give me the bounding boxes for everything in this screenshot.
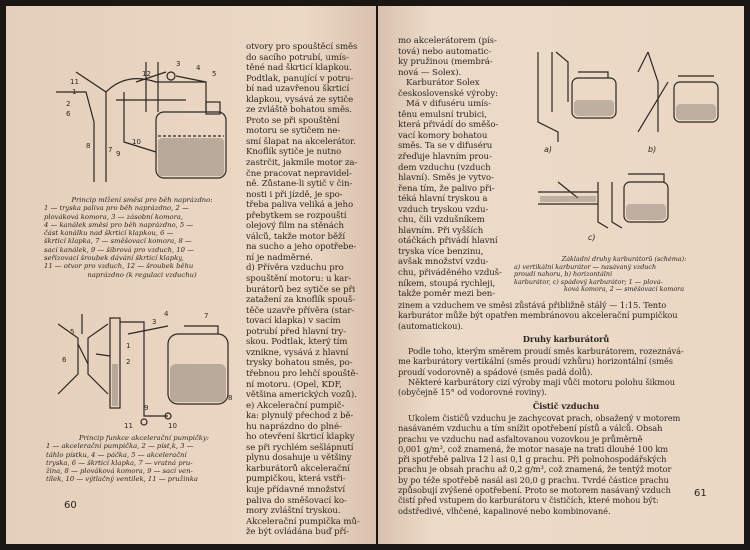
text-line: nová — Solex).	[398, 67, 462, 78]
text-line: níkem, stoupá rychleji,	[398, 278, 496, 289]
caption-line: škrticí klapka, 7 — směšovací komora, 8 —	[44, 237, 192, 246]
fig2-label-1: 1	[126, 342, 131, 350]
text-line: třeba paliva veliká a jeho	[246, 200, 354, 211]
text-line: která přivádí do směšo-	[398, 120, 499, 131]
book-spread	[6, 6, 744, 544]
text-line: karburátor může být opatřen membránovou akcelerační pumpičkou	[398, 310, 678, 321]
text-line: ho otevření škrticí klapky	[246, 432, 355, 443]
text-line: spouštění motoru: u kar-	[246, 274, 352, 285]
text-line: potrubí před hlavní try-	[246, 326, 346, 337]
fig-label-b: b)	[648, 145, 657, 154]
caption-line: naprázdno (k regulaci vzduchu)	[87, 270, 197, 279]
text-line: proudí vodorovně) a spádové (směs padá dolů).	[398, 366, 593, 377]
text-line: Některé karburátory cizí výroby mají vůči motoru polohu šikmou	[408, 377, 676, 388]
text-line: motoru se sytičem ne-	[246, 126, 341, 137]
text-line: způsobují zvýšené opotřebení. Proto se motorem nasávaný vzduch	[398, 485, 671, 496]
text-line: bí nad uzavřenou škrticí	[246, 84, 350, 95]
left-page	[6, 6, 376, 544]
text-line: nasávaném vzduchu a tím snížit opotřebení pístů a válců. Obsah	[398, 423, 663, 434]
text-line: trysky bohatou směs, po-	[246, 358, 353, 369]
text-line: (automatickou).	[398, 320, 464, 331]
caption-line: táhlo pístku, 4 — páčka, 5 — akcelerační	[46, 450, 187, 459]
text-line: e) Akcelerační pumpič-	[246, 400, 345, 411]
fig2-label-2: 2	[126, 358, 131, 366]
caption-line: karburátor, c) spádový karburátor; 1 — plová-	[514, 278, 663, 286]
caption-line: 11 — otvor pro vzduch, 12 — šroubek běhu	[44, 262, 194, 271]
text-line: otáčkách přivádí hlavní	[398, 236, 498, 247]
text-line: Má v difuséru umís-	[406, 99, 491, 110]
fig1-label-8: 8	[86, 142, 91, 150]
text-line: dem vzduchu (vzduch	[398, 162, 491, 173]
text-line: většina amerických vozů).	[246, 390, 357, 401]
text-line: chu, přiváděného vzduš-	[398, 268, 502, 279]
text-line: by po téže spotřebě nasál asi 20,0 g prachu. Tvrdé částice prachu	[398, 474, 669, 485]
text-line: Podle toho, kterým směrem proudí směs karburátorem, rozeznává-	[408, 346, 684, 357]
text-line: avšak množství vzdu-	[398, 257, 489, 268]
text-line: čistí před vstupem do karburátoru v čističích, které mohou být:	[398, 495, 659, 506]
fig1-label-4: 4	[196, 64, 201, 72]
caption-line: 4 — kanálek směsi pro běh naprázdno, 5 —	[44, 220, 194, 229]
text-line: Proto se při spouštění	[246, 115, 340, 126]
caption-line: tryska, 6 — škrticí klapka, 7 — vratná pru-	[46, 458, 193, 467]
figure2-caption	[46, 434, 242, 484]
text-line: tovací klapka) v sacím	[246, 316, 341, 327]
text-line: 0,001 g/m³, což znamená, že motor nasaje na trati dlouhé 100 km	[398, 443, 669, 454]
left-page-number: 60	[64, 500, 77, 511]
fig1-label-7: 7	[108, 146, 113, 154]
figure-accelerator-pump	[48, 304, 238, 430]
fig2-label-9: 9	[144, 404, 149, 412]
right-narrow-column	[398, 36, 524, 300]
text-line: nosti i při jízdě, je spo-	[246, 189, 343, 200]
caption-line: Princip mlžení směsi pro běh naprázdno:	[71, 196, 213, 204]
text-line: zastrčit, jakmile motor za-	[246, 158, 358, 169]
text-line: otvory pro spouštěcí směs	[246, 42, 358, 52]
text-line: me karburátory vertikální (směs proudí vzhůru) horizontální (směs	[398, 356, 673, 367]
text-line: vzduch tryskou vzdu-	[398, 204, 489, 215]
figure-carburetor-types	[528, 42, 734, 252]
fig2-label-3: 3	[152, 318, 157, 326]
text-line: ní je nadměrné.	[246, 252, 313, 263]
text-line: hlavním. Při vyšších	[398, 225, 484, 236]
text-line: ky pružinou (membrá-	[398, 57, 493, 68]
text-line: kuje přídavné množství	[246, 484, 346, 495]
right-full-text	[398, 300, 734, 516]
text-line: paliva do směšovací ko-	[246, 495, 347, 506]
text-line: československé výroby:	[398, 88, 498, 99]
text-line: ní motoru. (Opel, KDF,	[246, 379, 342, 390]
left-column-text	[246, 42, 370, 538]
text-line: tová) nebo automatic-	[398, 46, 492, 57]
text-line: čne pracovat nepravidel-	[246, 168, 352, 179]
fig2-label-11: 11	[124, 422, 133, 430]
fig1-label-3: 3	[176, 60, 181, 68]
fig1-label-6: 6	[66, 110, 71, 118]
text-line: hu naprázdno do plné-	[246, 421, 342, 432]
fig-label-a: a)	[544, 145, 553, 154]
figure1-caption	[44, 196, 240, 279]
text-line: plynu dosahuje u většiny	[246, 453, 352, 464]
caption-line: plováková komora, 3 — zásobní komora,	[44, 212, 184, 221]
text-line: odstředivé, vlhčené, kapalinové nebo kombinované.	[398, 505, 611, 516]
caption-line: 1 — akcelerační pumpička, 2 — píst,k, 3 —	[46, 442, 194, 451]
text-line: řena tím, že palivo při-	[398, 183, 495, 194]
text-line: těnu emulsní trubici,	[398, 109, 487, 120]
text-line: chu, čili vzdušníkem	[398, 215, 485, 226]
text-line: válců, takže motor běží	[246, 231, 346, 242]
section-heading-air-cleaner: Čistič vzduchu	[532, 400, 600, 411]
text-line: takže poměr mezi ben-	[398, 289, 496, 300]
text-line: Akcelerační pumpička mů-	[246, 516, 360, 527]
caption-line: tílek, 10 — výtlačný ventilek, 11 — pružinka	[46, 475, 198, 484]
text-line: téká hlavní tryskou a	[398, 194, 488, 205]
fig1-label-11: 11	[70, 78, 79, 86]
fig2-label-10: 10	[168, 422, 177, 430]
fig1-label-5: 5	[212, 70, 217, 78]
text-line: ze zvláště bohatou směs.	[246, 105, 352, 116]
text-line: těče uzavře přívěra (star-	[246, 305, 355, 316]
text-line: těné nad škrticí klapkou.	[246, 63, 352, 74]
text-line: skou. Podtlak, který tím	[246, 337, 348, 348]
fig1-label-12: 12	[142, 70, 151, 78]
text-line: vznikne, vysává z hlavní	[246, 347, 349, 358]
section-heading-carburetor-types: Druhy karburátorů	[522, 333, 610, 344]
text-line: klapkou, vysává ze sytiče	[246, 94, 354, 105]
text-line: zinem a vzduchem ve směsi zůstává přibližně stálý — 1:15. Tento	[398, 300, 667, 310]
text-line: karburátorů akcelerační	[246, 463, 350, 474]
fig2-label-4: 4	[164, 310, 169, 318]
text-line: na sucho a jeho opotřebe-	[246, 242, 357, 253]
text-line: při spotřebě paliva 12 l asi 0,1 g prachu. Při polnohospodářských	[398, 454, 667, 465]
text-line: Podtlak, panující v potru-	[246, 73, 354, 84]
caption-line: a) vertikální karburátor — nasávaný vzduch	[514, 263, 657, 271]
caption-line: Základní druhy karburátorů (schéma):	[561, 256, 687, 263]
caption-line: Princip funkce akcelerační pumpičky:	[78, 434, 209, 442]
text-line: tryska více benzinu,	[398, 246, 484, 257]
text-line: mo akcelerátorem (pís-	[398, 36, 497, 46]
fig1-label-9: 9	[116, 150, 121, 158]
text-line: ka: plynulý přechod z bě-	[246, 411, 354, 422]
text-line: pumpičkou, která vstři-	[246, 474, 346, 485]
text-line: Ukolem čističů vzduchu je zachycovat prach, obsažený v motorem	[408, 412, 681, 423]
fig2-label-6: 6	[62, 356, 67, 364]
right-page-number: 61	[694, 488, 707, 499]
caption-line: proudí nahoru, b) horizontální	[514, 271, 612, 279]
fig2-label-5: 5	[70, 328, 75, 336]
text-line: směs. Ta se v difuséru	[398, 141, 493, 152]
text-line: prachu je obsah prachu až 0,2 g/m³, což znamená, že tentýž motor	[398, 464, 672, 475]
fig2-label-8: 8	[228, 394, 233, 402]
carburetor-types-caption	[514, 256, 734, 294]
caption-line: žina, 8 — plováková komora, 9 — sací ven-	[46, 467, 193, 476]
text-line: do sacího potrubí, umís-	[246, 52, 349, 63]
text-line: smí šlapat na akcelerátor.	[246, 136, 356, 147]
text-line: (obyčejně 15° od vodorovné roviny).	[398, 387, 547, 398]
fig1-label-10: 10	[132, 138, 141, 146]
right-page	[378, 6, 744, 544]
caption-line: ková komora, 2 — směšovací komora	[563, 286, 685, 294]
caption-line: 1 — tryska paliva pro běh naprázdno, 2 —	[44, 204, 189, 213]
text-line: přebytkem se rozpouští	[246, 210, 347, 221]
fig2-label-7: 7	[204, 312, 209, 320]
caption-line: seřizovací šroubek dávání škrticí klapky,	[44, 254, 184, 263]
text-line: ně. Zůstane-li sytič v čin-	[246, 179, 353, 190]
text-line: zatažení za knoflík spouš-	[246, 295, 356, 306]
text-line: třebnou pro lehčí spouště-	[246, 368, 359, 379]
text-line: že být ovládána buď pří-	[246, 527, 349, 538]
text-line: d) Přívěra vzduchu pro	[246, 263, 344, 274]
text-line: burátorů bez sytiče se při	[246, 284, 356, 295]
text-line: Karburátor Solex	[406, 78, 480, 89]
fig-label-c: c)	[588, 233, 596, 242]
text-line: mory zvláštní tryskou.	[246, 506, 341, 517]
text-line: prachu ve vzduchu nad asfaltovanou vozovkou je průměrně	[398, 433, 643, 444]
text-line: olejový film na stěnách	[246, 221, 344, 232]
figure-idle-mixture	[46, 52, 236, 192]
caption-line: část kanálku nad škrticí klapkou, 6 —	[44, 229, 174, 238]
caption-line: sací kanálek, 9 — šíbrová pro vzduch, 10 —	[44, 245, 194, 254]
text-line: vací komory bohatou	[398, 130, 488, 141]
fig1-label-2: 2	[66, 100, 71, 108]
fig1-label-1: 1	[72, 88, 77, 96]
text-line: Knoflík sytiče je nutno	[246, 147, 342, 158]
text-line: zřeďuje hlavním prou-	[398, 152, 492, 163]
text-line: se při rychlém sešlápnutí	[246, 442, 354, 453]
text-line: hlavní). Směs je vytvo-	[398, 173, 494, 184]
